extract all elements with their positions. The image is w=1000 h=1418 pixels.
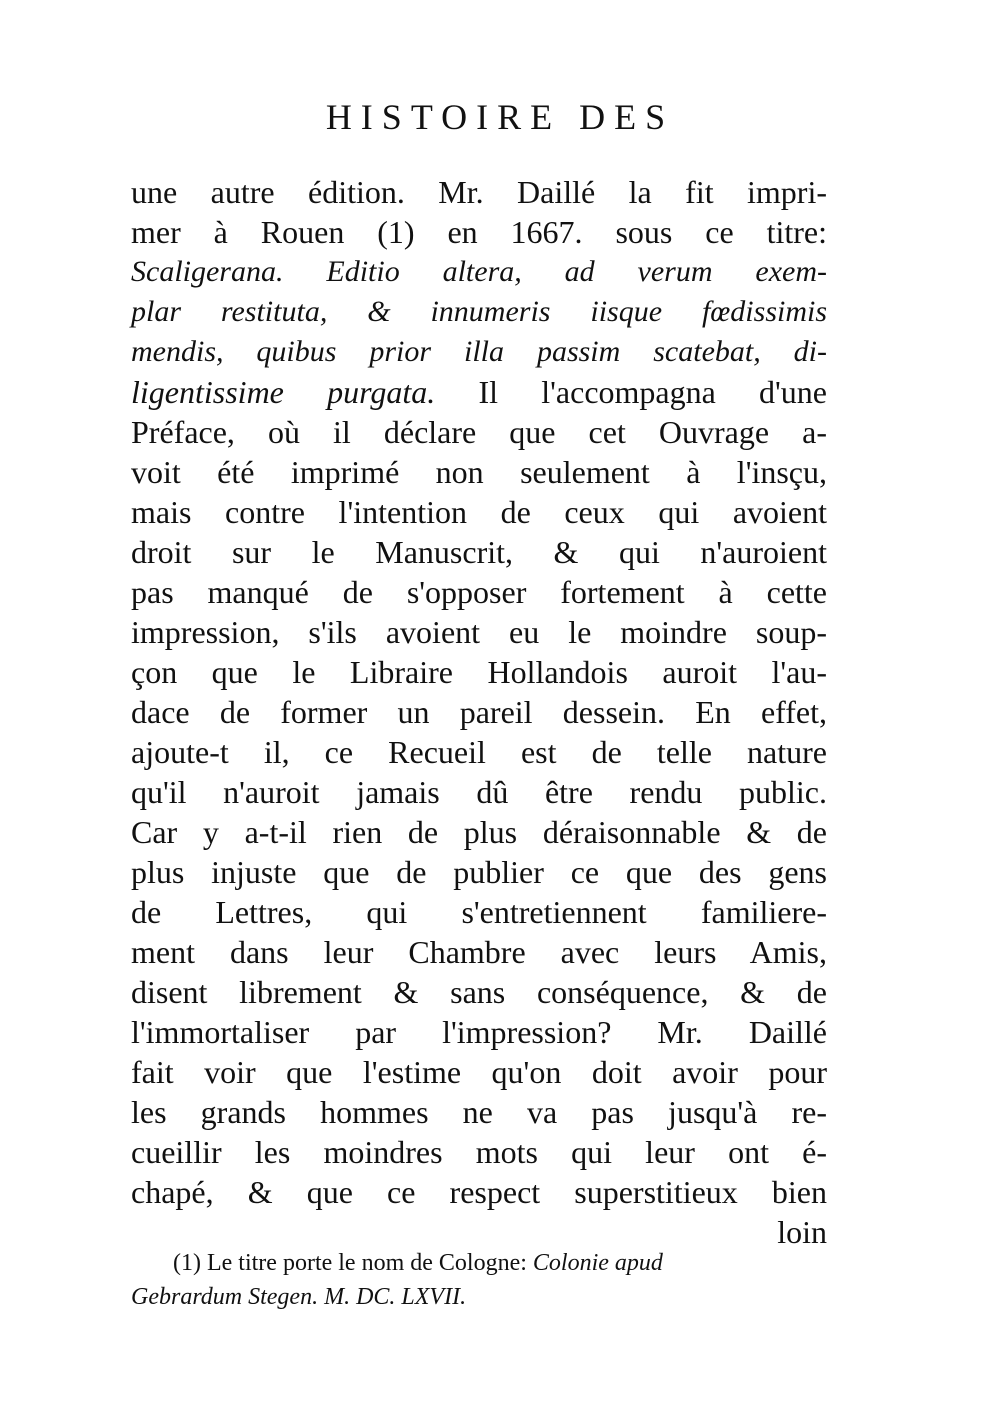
catchword: loin xyxy=(777,1214,827,1250)
text-line: chapé, & que ce respect superstitieux bien xyxy=(131,1174,827,1210)
italic-run: ligentissime purgata. xyxy=(131,374,436,410)
text-line: l'immortaliser par l'impression? Mr. Daillé xyxy=(131,1014,827,1050)
text-line: disent librement & sans conséquence, & de xyxy=(131,974,827,1010)
text-line: droit sur le Manuscrit, & qui n'auroient xyxy=(131,534,827,570)
text-line-mixed xyxy=(131,372,827,412)
footnote-line xyxy=(131,1246,827,1280)
text-line-italic: mendis, quibus prior illa passim scatebat, di- xyxy=(131,335,827,368)
text-line: çon que le Libraire Hollandois auroit l'au- xyxy=(131,654,827,690)
text-line: dace de former un pareil dessein. En effet, xyxy=(131,694,827,730)
text-line-italic: plar restituta, & innumeris iisque fœdissimis xyxy=(131,295,827,328)
text-line: une autre édition. Mr. Daillé la fit impri- xyxy=(131,174,827,210)
text-line: de Lettres, qui s'entretiennent familiere- xyxy=(131,894,827,930)
text-line: qu'il n'auroit jamais dû être rendu public. xyxy=(131,774,827,810)
footnote-roman-run: (1) Le titre porte le nom de Cologne: xyxy=(173,1250,533,1276)
text-line: ajoute-t il, ce Recueil est de telle nature xyxy=(131,734,827,770)
text-line: mais contre l'intention de ceux qui avoient xyxy=(131,494,827,530)
text-line: les grands hommes ne va pas jusqu'à re- xyxy=(131,1094,827,1130)
text-line: mer à Rouen (1) en 1667. sous ce titre: xyxy=(131,214,827,250)
text-line: cueillir les moindres mots qui leur ont é- xyxy=(131,1134,827,1170)
roman-run: Il l'accompagna d'une xyxy=(435,374,828,410)
footnote xyxy=(131,1246,827,1314)
footnote-line-italic: Gebrardum Stegen. M. DC. LXVII. xyxy=(131,1284,467,1310)
running-head: HISTOIRE DES xyxy=(325,97,675,137)
text-line: fait voir que l'estime qu'on doit avoir pour xyxy=(131,1054,827,1090)
footnote-italic-run: Colonie apud xyxy=(532,1250,663,1276)
text-line-italic: Scaligerana. Editio altera, ad verum exem- xyxy=(131,255,827,288)
text-line: Préface, où il déclare que cet Ouvrage a- xyxy=(131,414,827,450)
text-line: plus injuste que de publier ce que des gens xyxy=(131,854,827,890)
body-text xyxy=(131,172,827,1252)
text-line: impression, s'ils avoient eu le moindre soup- xyxy=(131,614,827,650)
text-line: ment dans leur Chambre avec leurs Amis, xyxy=(131,934,827,970)
text-line: voit été imprimé non seulement à l'insçu, xyxy=(131,454,827,490)
text-line: pas manqué de s'opposer fortement à cette xyxy=(131,574,827,610)
text-line: Car y a-t-il rien de plus déraisonnable & de xyxy=(131,814,827,850)
